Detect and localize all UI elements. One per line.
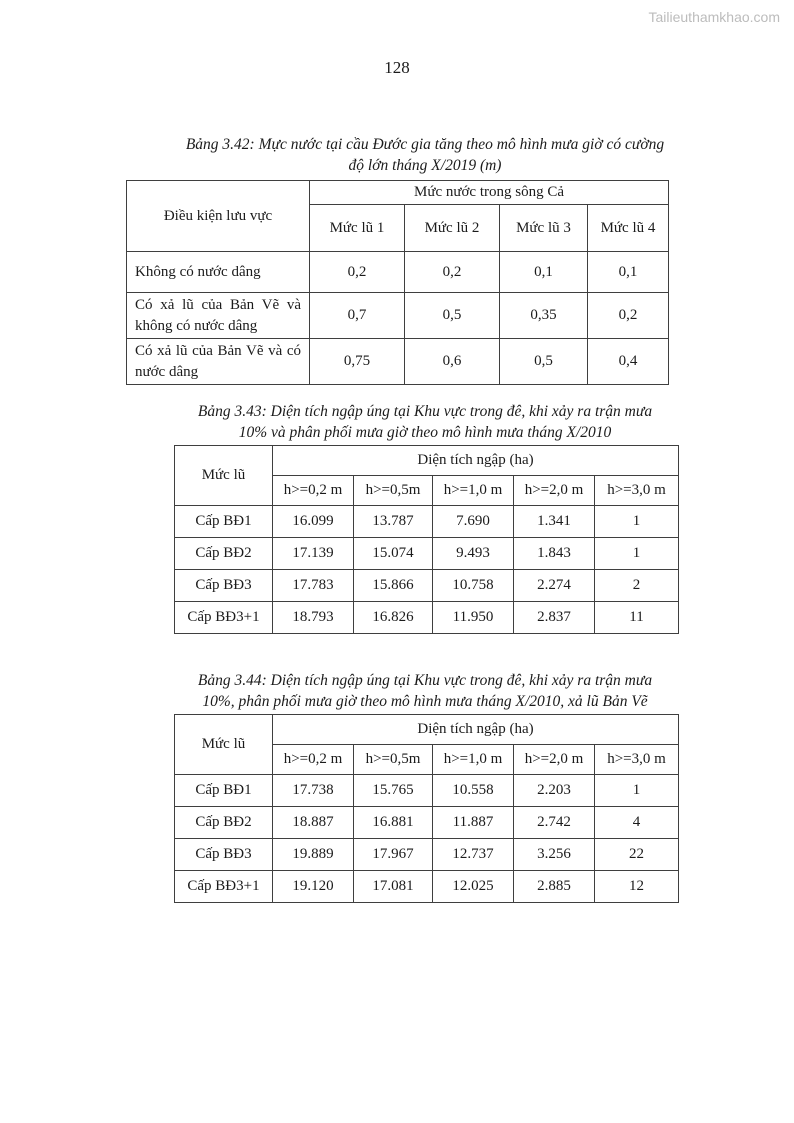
data-cell: 2.742 (514, 807, 595, 839)
data-cell: 10.558 (433, 775, 514, 807)
data-cell: 1.843 (514, 538, 595, 570)
data-cell: 12.737 (433, 839, 514, 871)
data-cell: 11.950 (433, 602, 514, 634)
column-header-cell: h>=0,2 m (273, 745, 354, 775)
table-row (175, 506, 679, 538)
row-label-cell: Cấp BĐ3 (175, 570, 273, 602)
data-cell: 0,7 (310, 293, 405, 339)
data-cell: 22 (595, 839, 679, 871)
row-label-cell: Cấp BĐ3+1 (175, 871, 273, 903)
data-cell: 1.341 (514, 506, 595, 538)
column-header-cell: h>=0,5m (354, 476, 433, 506)
column-header-cell: h>=3,0 m (595, 745, 679, 775)
data-cell: 1 (595, 506, 679, 538)
data-cell: 16.826 (354, 602, 433, 634)
caption-line-2: 10%, phân phối mưa giờ theo mô hình mưa tháng X/2010, xả lũ Bản Vẽ (202, 693, 648, 710)
column-header-cell: h>=1,0 m (433, 476, 514, 506)
data-cell: 15.074 (354, 538, 433, 570)
data-cell: 12 (595, 871, 679, 903)
data-cell: 3.256 (514, 839, 595, 871)
data-cell: 18.887 (273, 807, 354, 839)
table-3-42-caption (127, 134, 723, 176)
data-cell: 0,5 (405, 293, 500, 339)
data-cell: 19.889 (273, 839, 354, 871)
column-header-cell: h>=0,5m (354, 745, 433, 775)
corner-header-cell: Điều kiện lưu vực (127, 181, 310, 252)
row-label-cell: Cấp BĐ1 (175, 775, 273, 807)
data-cell: 17.139 (273, 538, 354, 570)
caption-line-1: Bảng 3.42: Mực nước tại cầu Đước gia tăng theo mô hình mưa giờ có cường (185, 136, 665, 153)
data-cell: 2.837 (514, 602, 595, 634)
table-row (175, 839, 679, 871)
column-header-cell: h>=2,0 m (514, 476, 595, 506)
data-cell: 4 (595, 807, 679, 839)
table-row (175, 807, 679, 839)
row-label-cell: Cấp BĐ2 (175, 807, 273, 839)
watermark: Tailieuthamkhao.com (648, 9, 780, 25)
table-row (127, 339, 669, 385)
table-row (175, 775, 679, 807)
table-3-43-caption (127, 401, 723, 443)
data-cell: 17.081 (354, 871, 433, 903)
group-header-cell: Diện tích ngập (ha) (273, 446, 679, 476)
table-3-44 (174, 714, 679, 903)
group-header-cell: Diện tích ngập (ha) (273, 715, 679, 745)
table-3-43 (174, 445, 679, 634)
corner-header-cell: Mức lũ (175, 715, 273, 775)
data-cell: 0,1 (500, 252, 588, 293)
row-label-cell: Cấp BĐ3 (175, 839, 273, 871)
data-cell: 0,6 (405, 339, 500, 385)
data-cell: 0,35 (500, 293, 588, 339)
data-cell: 18.793 (273, 602, 354, 634)
group-header-cell: Mức nước trong sông Cả (310, 181, 669, 205)
column-header-cell: h>=1,0 m (433, 745, 514, 775)
data-cell: 0,75 (310, 339, 405, 385)
data-cell: 11 (595, 602, 679, 634)
data-cell: 10.758 (433, 570, 514, 602)
data-cell: 13.787 (354, 506, 433, 538)
data-cell: 9.493 (433, 538, 514, 570)
data-cell: 0,1 (588, 252, 669, 293)
table-row (127, 293, 669, 339)
data-cell: 16.099 (273, 506, 354, 538)
caption-line-1: Bảng 3.44: Diện tích ngập úng tại Khu vực trong đê, khi xảy ra trận mưa (197, 672, 653, 689)
table-3-42 (126, 180, 669, 385)
data-cell: 17.783 (273, 570, 354, 602)
row-label-cell: Cấp BĐ2 (175, 538, 273, 570)
data-cell: 15.765 (354, 775, 433, 807)
data-cell: 19.120 (273, 871, 354, 903)
column-header-cell: Mức lũ 2 (405, 205, 500, 252)
data-cell: 0,2 (310, 252, 405, 293)
column-header-cell: Mức lũ 3 (500, 205, 588, 252)
data-cell: 15.866 (354, 570, 433, 602)
data-cell: 17.738 (273, 775, 354, 807)
row-label-cell: Có xả lũ của Bản Vẽ và có nước dâng (127, 339, 310, 385)
column-header-cell: h>=0,2 m (273, 476, 354, 506)
data-cell: 0,2 (588, 293, 669, 339)
data-cell: 1 (595, 538, 679, 570)
page-number: 128 (384, 58, 410, 77)
data-cell: 1 (595, 775, 679, 807)
table-row (175, 538, 679, 570)
table-row (175, 602, 679, 634)
table-row (175, 871, 679, 903)
caption-line-2: độ lớn tháng X/2019 (m) (348, 157, 502, 174)
data-cell: 0,2 (405, 252, 500, 293)
data-cell: 11.887 (433, 807, 514, 839)
caption-line-1: Bảng 3.43: Diện tích ngập úng tại Khu vực trong đê, khi xảy ra trận mưa (197, 403, 653, 420)
data-cell: 17.967 (354, 839, 433, 871)
column-header-cell: h>=3,0 m (595, 476, 679, 506)
data-cell: 0,5 (500, 339, 588, 385)
data-cell: 0,4 (588, 339, 669, 385)
data-cell: 2.274 (514, 570, 595, 602)
column-header-cell: h>=2,0 m (514, 745, 595, 775)
row-label-cell: Cấp BĐ1 (175, 506, 273, 538)
data-cell: 2 (595, 570, 679, 602)
column-header-cell: Mức lũ 1 (310, 205, 405, 252)
data-cell: 7.690 (433, 506, 514, 538)
row-label-cell: Cấp BĐ3+1 (175, 602, 273, 634)
data-cell: 16.881 (354, 807, 433, 839)
table-row (127, 252, 669, 293)
row-label-cell: Có xả lũ của Bản Vẽ và không có nước dâng (127, 293, 310, 339)
row-label-cell: Không có nước dâng (127, 252, 310, 293)
column-header-cell: Mức lũ 4 (588, 205, 669, 252)
caption-line-2: 10% và phân phối mưa giờ theo mô hình mưa tháng X/2010 (238, 424, 612, 441)
data-cell: 2.203 (514, 775, 595, 807)
data-cell: 12.025 (433, 871, 514, 903)
corner-header-cell: Mức lũ (175, 446, 273, 506)
table-row (175, 570, 679, 602)
table-3-44-caption (127, 670, 723, 712)
data-cell: 2.885 (514, 871, 595, 903)
